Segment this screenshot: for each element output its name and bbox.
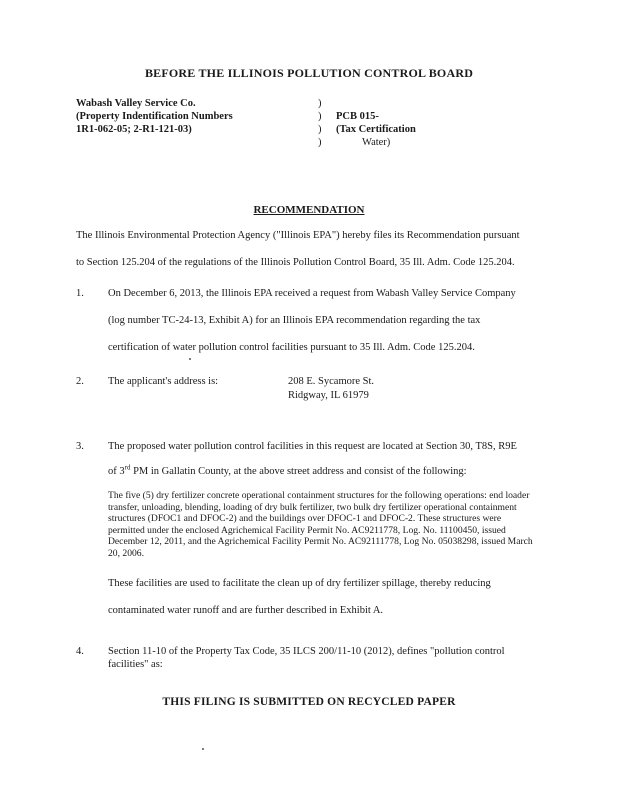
caption-right — [336, 110, 416, 149]
caption-paren: ) — [318, 98, 322, 109]
case-subtype: Water) — [362, 137, 391, 148]
case-type: (Tax Certification — [336, 124, 416, 135]
page-title: BEFORE THE ILLINOIS POLLUTION CONTROL BOARD — [144, 66, 474, 80]
item-2-number: 2. — [76, 376, 84, 387]
item-4-line-1: Section 11-10 of the Property Tax Code, 35 ILCS 200/11-10 (2012), defines "pollution control — [108, 646, 505, 657]
item-3-line-2: of 3rd PM in Gallatin County, at the above street address and consist of the following: — [108, 463, 467, 477]
item-3-number: 3. — [76, 441, 84, 452]
scan-speck — [189, 358, 191, 360]
intro-line-2: to Section 125.204 of the regulations of the Illinois Pollution Control Board, 35 Ill. Adm. Code 125.204. — [76, 257, 515, 268]
caption-paren: ) — [318, 137, 322, 148]
caption-paren: ) — [318, 111, 322, 122]
recycled-paper-notice: THIS FILING IS SUBMITTED ON RECYCLED PAPER — [162, 696, 456, 708]
item-4-line-2: facilities" as: — [108, 659, 163, 670]
caption-parens — [318, 97, 322, 149]
scan-speck — [202, 748, 204, 750]
caption-party: Wabash Valley Service Co. — [76, 98, 196, 109]
caption-paren: ) — [318, 124, 322, 135]
item-1-line-1: On December 6, 2013, the Illinois EPA received a request from Wabash Valley Service Company — [108, 288, 516, 299]
intro-line-1: The Illinois Environmental Protection Agency ("Illinois EPA") hereby files its Recommendation pursuant — [76, 230, 520, 241]
item-4-number: 4. — [76, 646, 84, 657]
item-1-line-2: (log number TC-24-13, Exhibit A) for an Illinois EPA recommendation regarding the tax — [108, 315, 481, 326]
case-number: PCB 015- — [336, 111, 379, 122]
item-1-number: 1. — [76, 288, 84, 299]
item-2-label: The applicant's address is: — [108, 376, 219, 387]
caption-left — [76, 97, 233, 136]
caption-pin-label: (Property Indentification Numbers — [76, 111, 233, 122]
section-heading: RECOMMENDATION — [253, 204, 365, 216]
caption-pin-values: 1R1-062-05; 2-R1-121-03) — [76, 124, 192, 135]
facility-description: The five (5) dry fertilizer concrete operational containment structures for the following operations: end loader transfer, unloading, blending, loading of dry bulk fertilizer, two bulk dry fertilizer operational containment structures (DFOC1 and DFOC-2) and the buildings over DFOC-1 and DFOC-2. These structures were permitted under the enclosed Agrichemical Facility Permit No. AC9211778, Log. No. 11100450, issued December 12, 2011, and the Agrichemical Facility Permit No. AC92111778, Log No. 05038298, issued March 20, 2006. — [108, 490, 533, 559]
address-line-1: 208 E. Sycamore St. — [288, 376, 375, 387]
facility-purpose-line-2: contaminated water runoff and are further described in Exhibit A. — [108, 605, 384, 616]
item-3-line-1: The proposed water pollution control facilities in this request are located at Section 30, T8S, R9E — [108, 441, 517, 452]
facility-purpose-line-1: These facilities are used to facilitate the clean up of dry fertilizer spillage, thereby reducing — [108, 578, 491, 589]
item-1-line-3: certification of water pollution control facilities pursuant to 35 Ill. Adm. Code 125.204. — [108, 342, 475, 353]
address-line-2: Ridgway, IL 61979 — [288, 390, 369, 401]
